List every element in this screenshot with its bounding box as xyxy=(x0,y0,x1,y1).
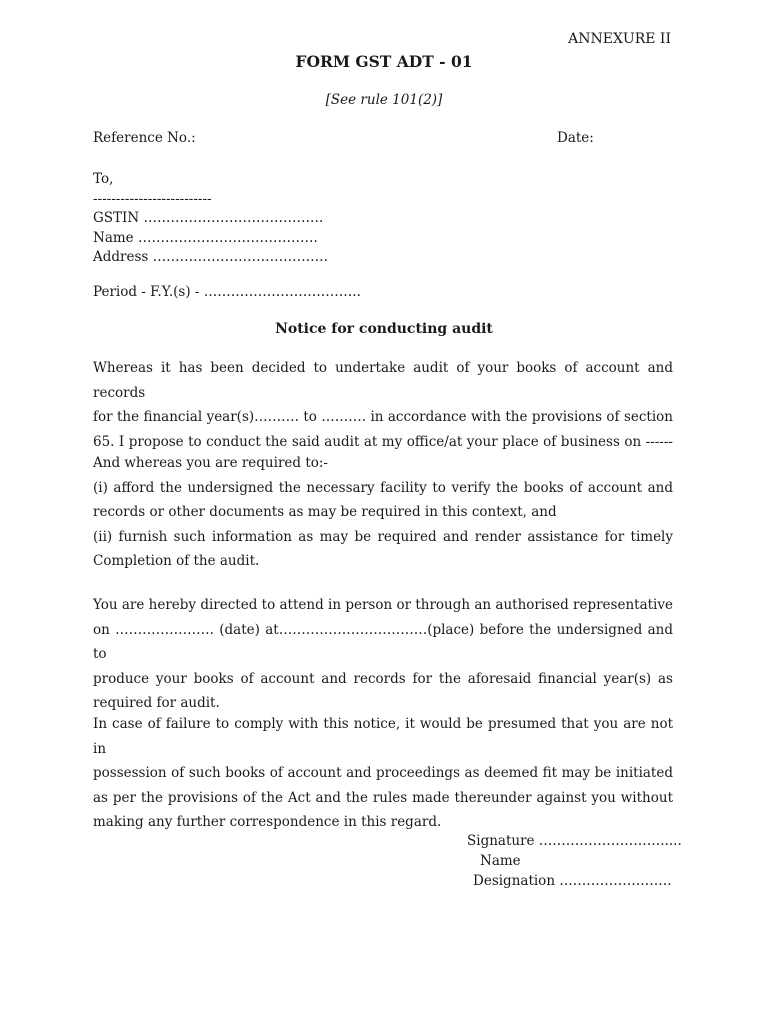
period-line: Period - F.Y.(s) - …………………………….. xyxy=(93,284,361,300)
paragraph-line: records or other documents as may be required in this context, and xyxy=(93,504,557,521)
designation-line: Designation ……………………. xyxy=(473,873,672,889)
paragraph-attendance xyxy=(93,593,673,716)
name-line: Name …………………………………. xyxy=(93,229,318,246)
paragraph-line: You are hereby directed to attend in person or through an authorised representative xyxy=(93,597,673,613)
paragraph-failure-consequence xyxy=(93,712,673,835)
date-label: Date: xyxy=(557,130,594,146)
address-line: Address ………………………………… xyxy=(93,249,329,265)
paragraph-line: for the financial year(s)………. to ………. in accordance with the provisions of section xyxy=(93,409,673,426)
paragraph-line: In case of failure to comply with this notice, it would be presumed that you are not in xyxy=(93,716,673,757)
rule-reference: [See rule 101(2)] xyxy=(325,92,443,108)
notice-title: Notice for conducting audit xyxy=(275,321,493,337)
paragraph-line: (ii) furnish such information as may be required and render assistance for timely xyxy=(93,528,673,545)
signatory-name-line: Name xyxy=(480,853,521,869)
paragraph-line: on …………………. (date) at……………………………(place) before the undersigned and to xyxy=(93,621,673,663)
gstin-line: GSTIN …………………………………. xyxy=(93,210,324,226)
addressee-block xyxy=(93,170,328,268)
paragraph-line: as per the provisions of the Act and the rules made thereunder against you without xyxy=(93,789,673,806)
paragraph-line: making any further correspondence in this regard. xyxy=(93,814,442,831)
paragraph-line: possession of such books of account and proceedings as deemed fit may be initiated xyxy=(93,765,673,782)
paragraph-line: And whereas you are required to:- xyxy=(93,455,328,471)
paragraph-audit-decision xyxy=(93,356,673,454)
paragraph-line: produce your books of account and records for the aforesaid financial year(s) as xyxy=(93,670,673,687)
paragraph-line: required for audit. xyxy=(93,695,220,712)
signature-line: Signature ………………………..... xyxy=(467,833,682,849)
paragraph-line: Whereas it has been decided to undertake audit of your books of account and records xyxy=(93,360,673,401)
paragraph-requirements xyxy=(93,451,673,574)
to-label: To, xyxy=(93,171,114,187)
form-title: FORM GST ADT - 01 xyxy=(295,52,473,71)
paragraph-line: Completion of the audit. xyxy=(93,553,260,570)
address-separator: -------------------------- xyxy=(93,190,212,207)
paragraph-line: 65. I propose to conduct the said audit at my office/at your place of business on ------ xyxy=(93,433,673,450)
reference-number-label: Reference No.: xyxy=(93,130,196,146)
paragraph-line: (i) afford the undersigned the necessary facility to verify the books of account and xyxy=(93,479,673,496)
annexure-label: ANNEXURE II xyxy=(568,31,671,47)
